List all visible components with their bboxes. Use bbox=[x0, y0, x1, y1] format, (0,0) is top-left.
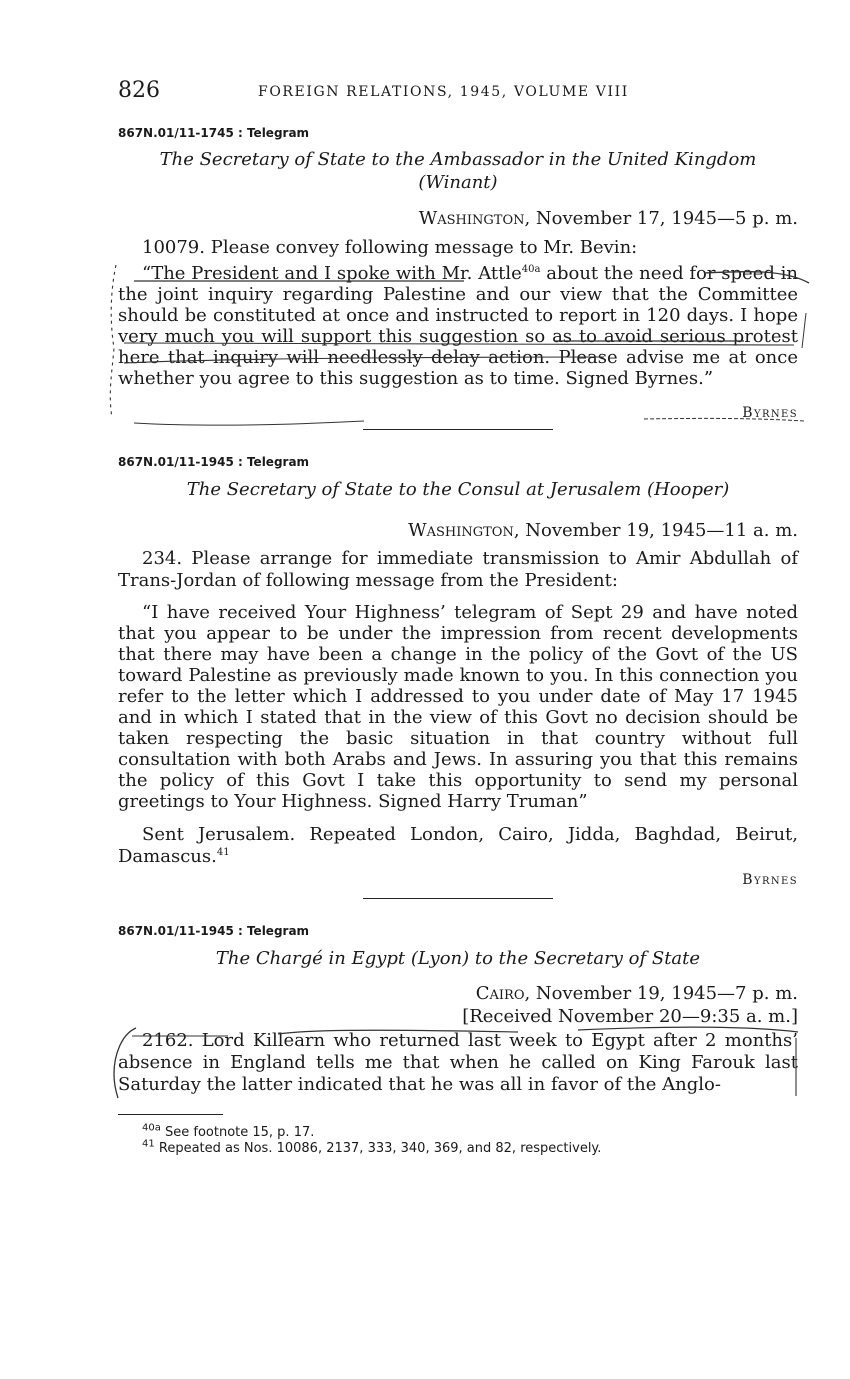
dateline-place: Washington, bbox=[418, 208, 531, 229]
running-head bbox=[118, 78, 798, 108]
signature: Byrnes bbox=[742, 405, 798, 421]
footnote-ref: 41 bbox=[216, 847, 230, 858]
running-title: FOREIGN RELATIONS, 1945, VOLUME VIII bbox=[258, 84, 629, 100]
section-divider bbox=[363, 898, 553, 899]
file-reference: 867N.01/11-1745 : Telegram bbox=[118, 126, 310, 140]
dateline bbox=[118, 982, 798, 1005]
quoted-message-text: “The President and I spoke with Mr. Attle$^{40a}$ about the need for speed in the joint inquiry regarding Palestine and our view that the Committee should be constituted at once and instructed to report in 120 days. I hope very much you will support this suggestion so as to avoid serious protest here that inquiry will needlessly delay action. Please advise me at once whether you agree to this suggestion as to time. Signed Byrnes.” bbox=[118, 263, 798, 389]
section-divider bbox=[363, 429, 553, 430]
signature: Byrnes bbox=[742, 872, 798, 888]
footnotes bbox=[118, 1114, 798, 1157]
dateline-date: November 17, 1945—5 p. m. bbox=[530, 208, 798, 229]
dateline-place: Cairo, bbox=[475, 983, 531, 1004]
quoted-message bbox=[118, 263, 798, 389]
quoted-message-text: “I have received Your Highness’ telegram of Sept 29 and have noted that you appear to be under the impression from recent developments that there may have been a change in the policy of the Govt of the US toward Palestine as previously made known to you. In this connection you refer to the letter which I addressed to you under date of May 17 1945 and in which I stated that in the view of this Govt no decision should be taken respecting the basic situation in that country without full consultation with both Arabs and Jews. In assuring you that this remains the policy of this Govt I take this opportunity to send my personal greetings to Your Highness. Signed Harry Truman” bbox=[118, 602, 798, 812]
telegram-body: 234. Please arrange for immediate transmission to Amir Abdullah of Trans-Jordan of following message from the President: bbox=[118, 548, 798, 591]
footnote-rule bbox=[118, 1114, 223, 1115]
telegram-body: 2162. Lord Killearn who returned last week to Egypt after 2 months’ absence in England tells me that when he called on King Farouk last Saturday the latter indicated that he was all in favor of the Anglo- bbox=[118, 1030, 798, 1095]
dateline-date: November 19, 1945—11 a. m. bbox=[519, 520, 798, 541]
dateline-date: November 19, 1945—7 p. m. bbox=[530, 983, 798, 1004]
telegram-3 bbox=[118, 924, 798, 1096]
dateline-place: Washington, bbox=[408, 520, 520, 541]
telegram-1 bbox=[118, 126, 798, 421]
footnote-41: $^{41}$ Repeated as Nos. 10086, 2137, 333, 340, 369, and 82, respectively. bbox=[142, 1138, 602, 1156]
document-title: The Secretary of State to the Consul at Jerusalem (Hooper) bbox=[186, 479, 730, 500]
document-page bbox=[118, 78, 798, 1157]
file-reference: 867N.01/11-1945 : Telegram bbox=[118, 924, 310, 938]
received-line: [Received November 20—9:35 a. m.] bbox=[462, 1006, 798, 1027]
page-number: 826 bbox=[118, 78, 160, 103]
footnote-40a: $^{40a}$ See footnote 15, p. 17. bbox=[142, 1122, 315, 1140]
telegram-2 bbox=[118, 455, 798, 888]
footnote-ref: 40a bbox=[521, 264, 541, 275]
document-title: The Chargé in Egypt (Lyon) to the Secretary of State bbox=[215, 948, 701, 969]
document-title: The Secretary of State to the Ambassador in the United Kingdom (Winant) bbox=[159, 149, 757, 193]
dateline bbox=[118, 207, 798, 230]
telegram-body-block bbox=[118, 1030, 798, 1096]
distribution-note: Sent Jerusalem. Repeated London, Cairo, Jidda, Baghdad, Beirut, Damascus.$^{41}$ bbox=[118, 824, 798, 867]
dateline bbox=[118, 519, 798, 542]
telegram-body-intro: 10079. Please convey following message to Mr. Bevin: bbox=[142, 237, 638, 258]
file-reference: 867N.01/11-1945 : Telegram bbox=[118, 455, 310, 469]
